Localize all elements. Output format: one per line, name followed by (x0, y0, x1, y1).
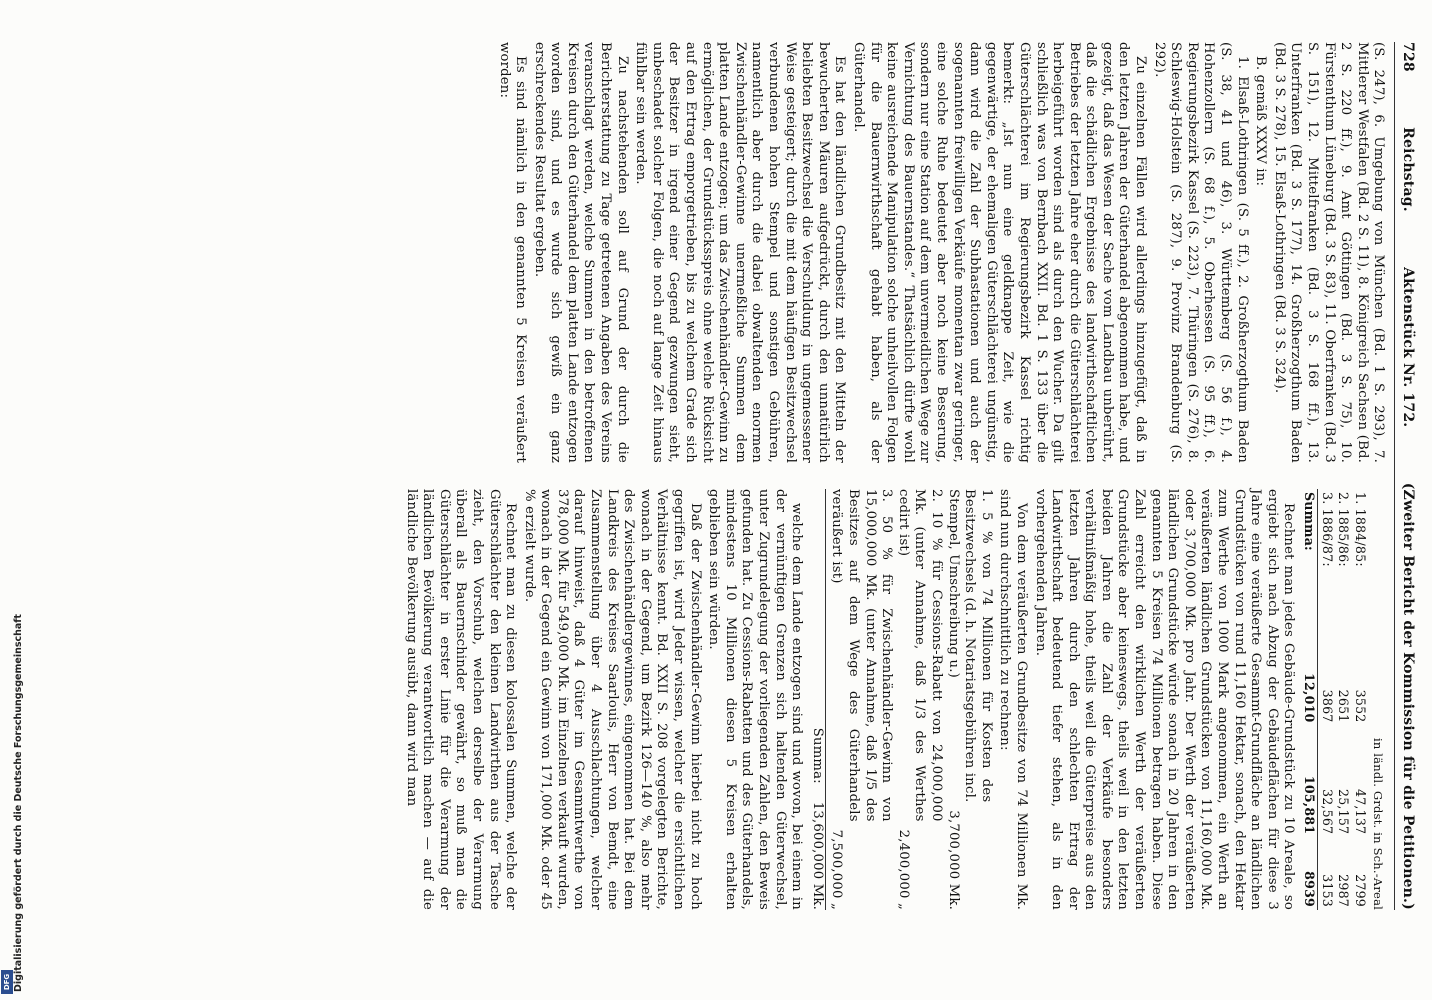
right-column (400, 489, 1386, 910)
header-right-title: (Zweiter Bericht der Kommission für die Petitionen.) (1400, 482, 1416, 910)
paragraph: Rechnet man zu diesen kolossalen Summen, welche der Güterschlächter den kleinen Landwirthen aus der Tasche zieht, den Vorschub, welchen derselbe der Verarmung überall als Bauernschinder gewährt, so muß man die Güterschlächter in erster Linie für die Verarmung der ländlichen Bevölkerung verantwortlich machen — auf die ländliche Bevölkerung ausübt, dann wird man (403, 489, 519, 910)
calc-item: 3. 50 % für Zwischenhändler-Gewinn von 15,000,000 Mk. (unter Annahme, daß 1/5 des Besitzes auf dem Wege des Güterhandels veräußert ist) 7,500,000 „ (829, 489, 895, 910)
header-left-title: Reichstag. (1400, 127, 1416, 212)
table-sum-row: Summa: 12,010 105,881 8939 (1300, 489, 1317, 910)
table-row: 3. 1886/87: 3867 32,567 3153 (1319, 492, 1335, 907)
dfg-logo: DFG (1, 970, 13, 994)
table-caption: in ländl. Grdst. in Sch.-Areal (1371, 737, 1386, 910)
table-row: 1. 1884/85: 3552 47,137 2799 (1352, 492, 1368, 907)
table-row: 2. 1885/86: 2651 25,157 2987 (1336, 492, 1352, 907)
left-column (400, 42, 1386, 463)
paragraph: Daß der Zwischenhändler-Gewinn hierbei nicht zu hoch gegriffen ist, wird Jeder wissen, welcher die ersichtlichen Verhältnisse kennt. Bd. XXII S. 208 vorgelegten Berichte, wonach in der Gegend, um Bezirk 126—140 %, also mehr des Zwischenhändlergewinnes, eingenommen hat. Bei dem Landkreis des Kreises Saarlouis, Herr von Bemdt, eine Zusammenstellung über 4 Ausschlachtungen, welcher darauf hinweist, daß 4 Güter im Gesammtwerthe von 378,000 Mk. für 549,000 Mk. im Einzelnen verkauft wurden, wonach in der Gegend ein Gewinn von 171,000 Mk. oder 45 % erzielt wurde. (521, 489, 703, 910)
paragraph: (S. 247), 6. Umgebung von München (Bd. 1 S. 293), 7. Mittlerer Westfalen (Bd. 2 S. 11), 8. Königreich Sachsen (Bd. 2 S. 220 ff.), 9. Amt Göttingen (Bd. 3 S. 75), 10. Fürstenthum Lüneburg (Bd. 3 S. 83), 11. Oberfranken (Bd. 3 S. 151), 12. Mittelfranken (Bd. 3 S. 168 ff.), 13. Unterfranken (Bd. 3 S. 177), 14. Großherzogthum Baden (Bd. 3 S. 278), 15. Elsaß-Lothringen (Bd. 3 S. 324). (1271, 42, 1387, 463)
paragraph: Zu nachstehenden soll auf Grund der durch die Berichterstattung zu Tage getretenen Angaben des Vereins veranschlagt werden, welche Summen in den betroffenen Kreisen durch den Güterhandel dem platten Lande entzogen worden sind, und es wurde sich gewiß ein ganz erschreckendes Resultat ergeben. (531, 42, 630, 463)
page-sheet (116, 42, 1416, 910)
paragraph: Es hat den ländlichen Grundbesitz mit den Mitteln der bewucherten Mäuren aufgedrückt, durch den unnatürlich beliebten Besitzwechsel die Verschuldung in ungemessener Weise gesteigert; durch die mit dem häufigen Besitzwechsel verbundenen hohen Stempel und sonstigen Gebühren, namentlich aber durch die dabei obwaltenden enormen Zwischenhändler-Gewinne unermeßliche Summen dem platten Lande entzogen; um das Zwischenhändler-Gewinn zu ermöglichen, der Grundstücksspreis ohne welche Rücksicht auf den Ertrag emporgetrieben, bis zu welchem Grade sich der Besitzer in irgend einer Gegend gezwungen sieht, unbeschadet solcher Folgen, die noch auf lange Zeit hinaus fühlbar sein werden. (633, 42, 848, 463)
digitization-note: Digitalisierung gefördert durch die Deutsche Forschungsgemeinschaft (13, 614, 24, 992)
sales-table (1300, 489, 1367, 910)
page-number: 728 (1400, 42, 1416, 72)
text-columns (400, 42, 1386, 910)
calc-item: 1. 5 % von 74 Millionen für Kosten des Besitzwechsels (d. h. Notariatsgebühren incl. Stempel, Umschreibung u.) 3,700,000 Mk. (945, 489, 994, 910)
paragraph: Rechnet man jedes Gebäude-Grundstück zu 10 Areale, so ergiebt sich nach Abzug der Gebäudeflächen für diese 3 Jahre eine veräußerte Gesammt-Grundfläche an ländlichen Grundstücken von rund 11,160 Hektar, sonach, den Hektar zum Werthe von 1000 Mark angenommen, ein Werth an veräußerten ländlichen Grundstücken von 11,160,000 Mk. oder 3,700,000 Mk. pro Jahr. Der Werth der veräußerten ländlichen Grundstücke würde sonach in 20 Jahren in den genannten 5 Kreisen 74 Millionen betragen haben. Diese Zahl erreicht den wirklichen Werth der veräußerten Grundstücke aber keineswegs, theils weil in den letzten beiden Jahren die Zahl der Verkäufe besonders verhältnißmäßig hohe, theils weil die Güterpreise aus den letzten Jahren durch den schlechten Ertrag der Landwirthschaft bedeutend tiefer stehen, als in den vorhergehenden Jahren. (1032, 489, 1297, 910)
paragraph: B. gemäß XXXV in: (1253, 56, 1269, 187)
total-line: Summa: 13,600,000 Mk. (808, 489, 826, 910)
paragraph: 1. Elsaß-Lothringen (S. 5 ff.), 2. Großherzogthum Baden (S. 38, 41 und 46), 3. Württemberg (S. 56 f.), 4. Hohenzollern (S. 68 f.), 5. Oberhessen (S. 95 ff.), 6. Regierungsbezirk Kassel (S. 223), 7. Thüringen (S. 276), 8. Schleswig-Holstein (S. 287), 9. Provinz Brandenburg (S. 292). (1151, 42, 1250, 463)
paragraph: Zu einzelnen Fällen wird allerdings hinzugefügt, daß in den letzten Jahren der Güterhandel abgenommen habe, und gezeigt, daß das Wesen der Sache vom Landbau unberührt, daß die schädlichen Ergebnisse des landwirthschaftlichen Betriebes der letzten Jahre eher durch die Güterschlächterei herbeigeführt worden sind als durch den Wucher. Da gilt schließlich was von Bernbach XXII. Bd. 1 S. 133 über die Güterschlächterei im Regierungsbezirk Kassel richtig bemerkt: „Ist nun eine geldknappe Zeit, wie die gegenwärtige, der ehemaligen Güterschlächterei ungünstig, dann wird die Zahl der Subhastationen und auch der sogenannten freiwilligen Verkäufe momentan zwar geringer, eine solche Ruhe bedeutet aber noch keine Besserung, sondern nur eine Station auf dem unvermeidlichen Wege zur Vernichtung des Bauernstandes.“ Thatsächlich dürfte wohl keine ausreichende Manipulation solche unheilvollen Folgen für die Bauernwirthschaft gehabt haben, als der Güterhandel. (851, 42, 1149, 463)
calc-item: 2. 10 % für Cessions-Rabatt von 24,000,000 Mk. (unter Annahme, daß 1/3 des Werthes cedirt ist) 2,400,000 „ (895, 489, 944, 910)
page-header (1394, 42, 1416, 910)
paragraph: welche dem Lande entzogen sind und wovon, bei einem in der vernünftigen Grenzen sich haltenden Güterwechsel, unter Zugrundelegung der vorliegenden Zahlen, den Beweis gefunden hat. Zu Cessions-Rabatten und des Güterhandels, mindestens 10 Millionen diesen 5 Kreisen erhalten geblieben sein würden. (706, 489, 805, 910)
scanned-page (116, 42, 1416, 910)
paragraph: Von dem veräußerten Grundbesitze von 74 Millionen Mk. sind nun durchschnittlich zu rechnen: (997, 489, 1029, 910)
paragraph: Es sind nämlich in den genannten 5 Kreisen veräußert worden: (496, 42, 529, 463)
digitization-footer (0, 0, 24, 1000)
header-center-title: Aktenstück Nr. 172. (1400, 267, 1416, 428)
